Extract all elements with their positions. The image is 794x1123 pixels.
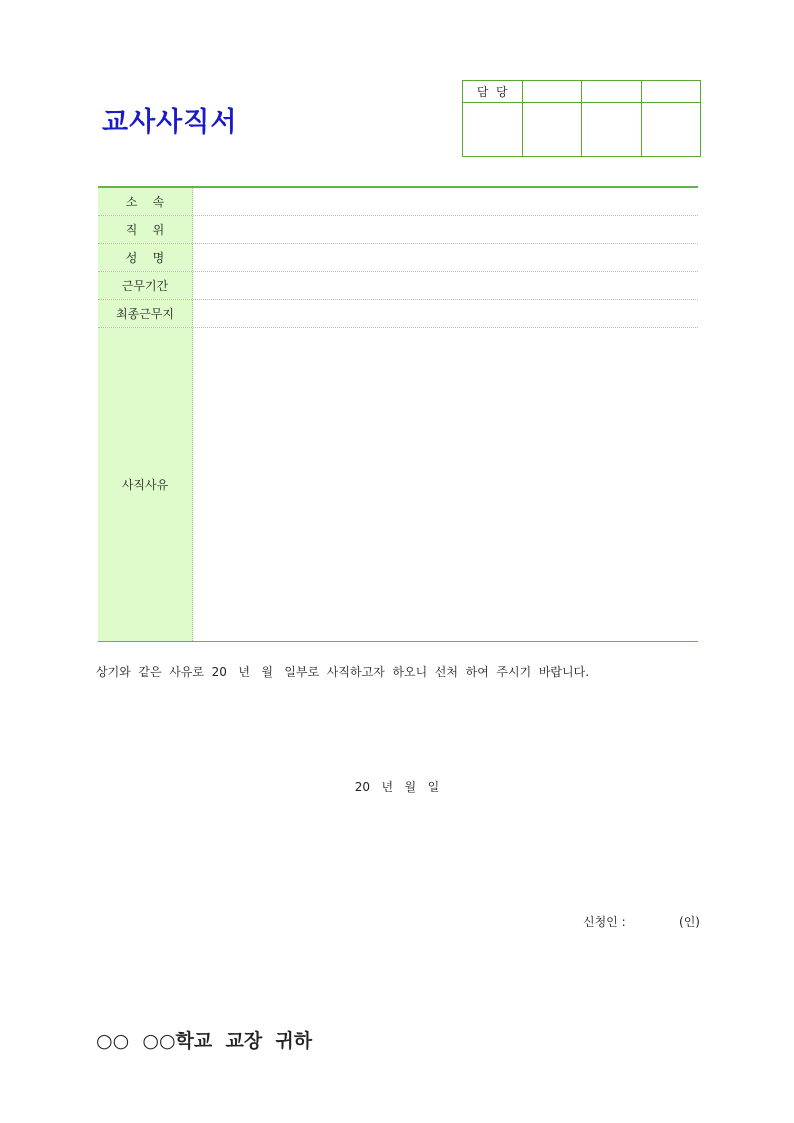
addressee-line: ○○ ○○학교 교장 귀하 [96,1030,313,1052]
approval-header-cell-4 [641,81,701,103]
approval-header-cell-3 [582,81,642,103]
form-row-service-period [98,272,698,300]
approval-header-cell-2 [522,81,582,103]
affiliation-label: 소 속 [98,188,193,215]
date-line: 20 년 월 일 [354,780,440,794]
form-row-affiliation [98,188,698,216]
form-row-name [98,244,698,272]
name-label: 성 명 [98,244,193,271]
name-field[interactable] [193,244,698,271]
approval-sign-cell-2[interactable] [522,103,582,157]
service-period-label: 근무기간 [98,272,193,299]
form-row-position [98,216,698,244]
resignation-reason-label: 사직사유 [98,328,193,641]
form-row-last-workplace [98,300,698,328]
form-row-resignation-reason [98,328,698,641]
approval-sign-cell-1[interactable] [463,103,523,157]
position-field[interactable] [193,216,698,243]
affiliation-field[interactable] [193,188,698,215]
resignation-reason-field[interactable] [193,328,698,641]
resignation-statement: 상기와 같은 사유로 20 년 월 일부로 사직하고자 하오니 선처 하여 주시기 바랍니다. [96,665,590,679]
position-label: 직 위 [98,216,193,243]
last-workplace-field[interactable] [193,300,698,327]
service-period-field[interactable] [193,272,698,299]
approval-header-label: 담 당 [463,81,523,103]
approval-sign-cell-3[interactable] [582,103,642,157]
approval-box [462,80,701,157]
resignation-form [98,186,698,642]
approval-sign-cell-4[interactable] [641,103,701,157]
applicant-signature-line: 신청인 : (인) [583,915,700,929]
document-title: 교사사직서 [102,107,238,138]
last-workplace-label: 최종근무지 [98,300,193,327]
